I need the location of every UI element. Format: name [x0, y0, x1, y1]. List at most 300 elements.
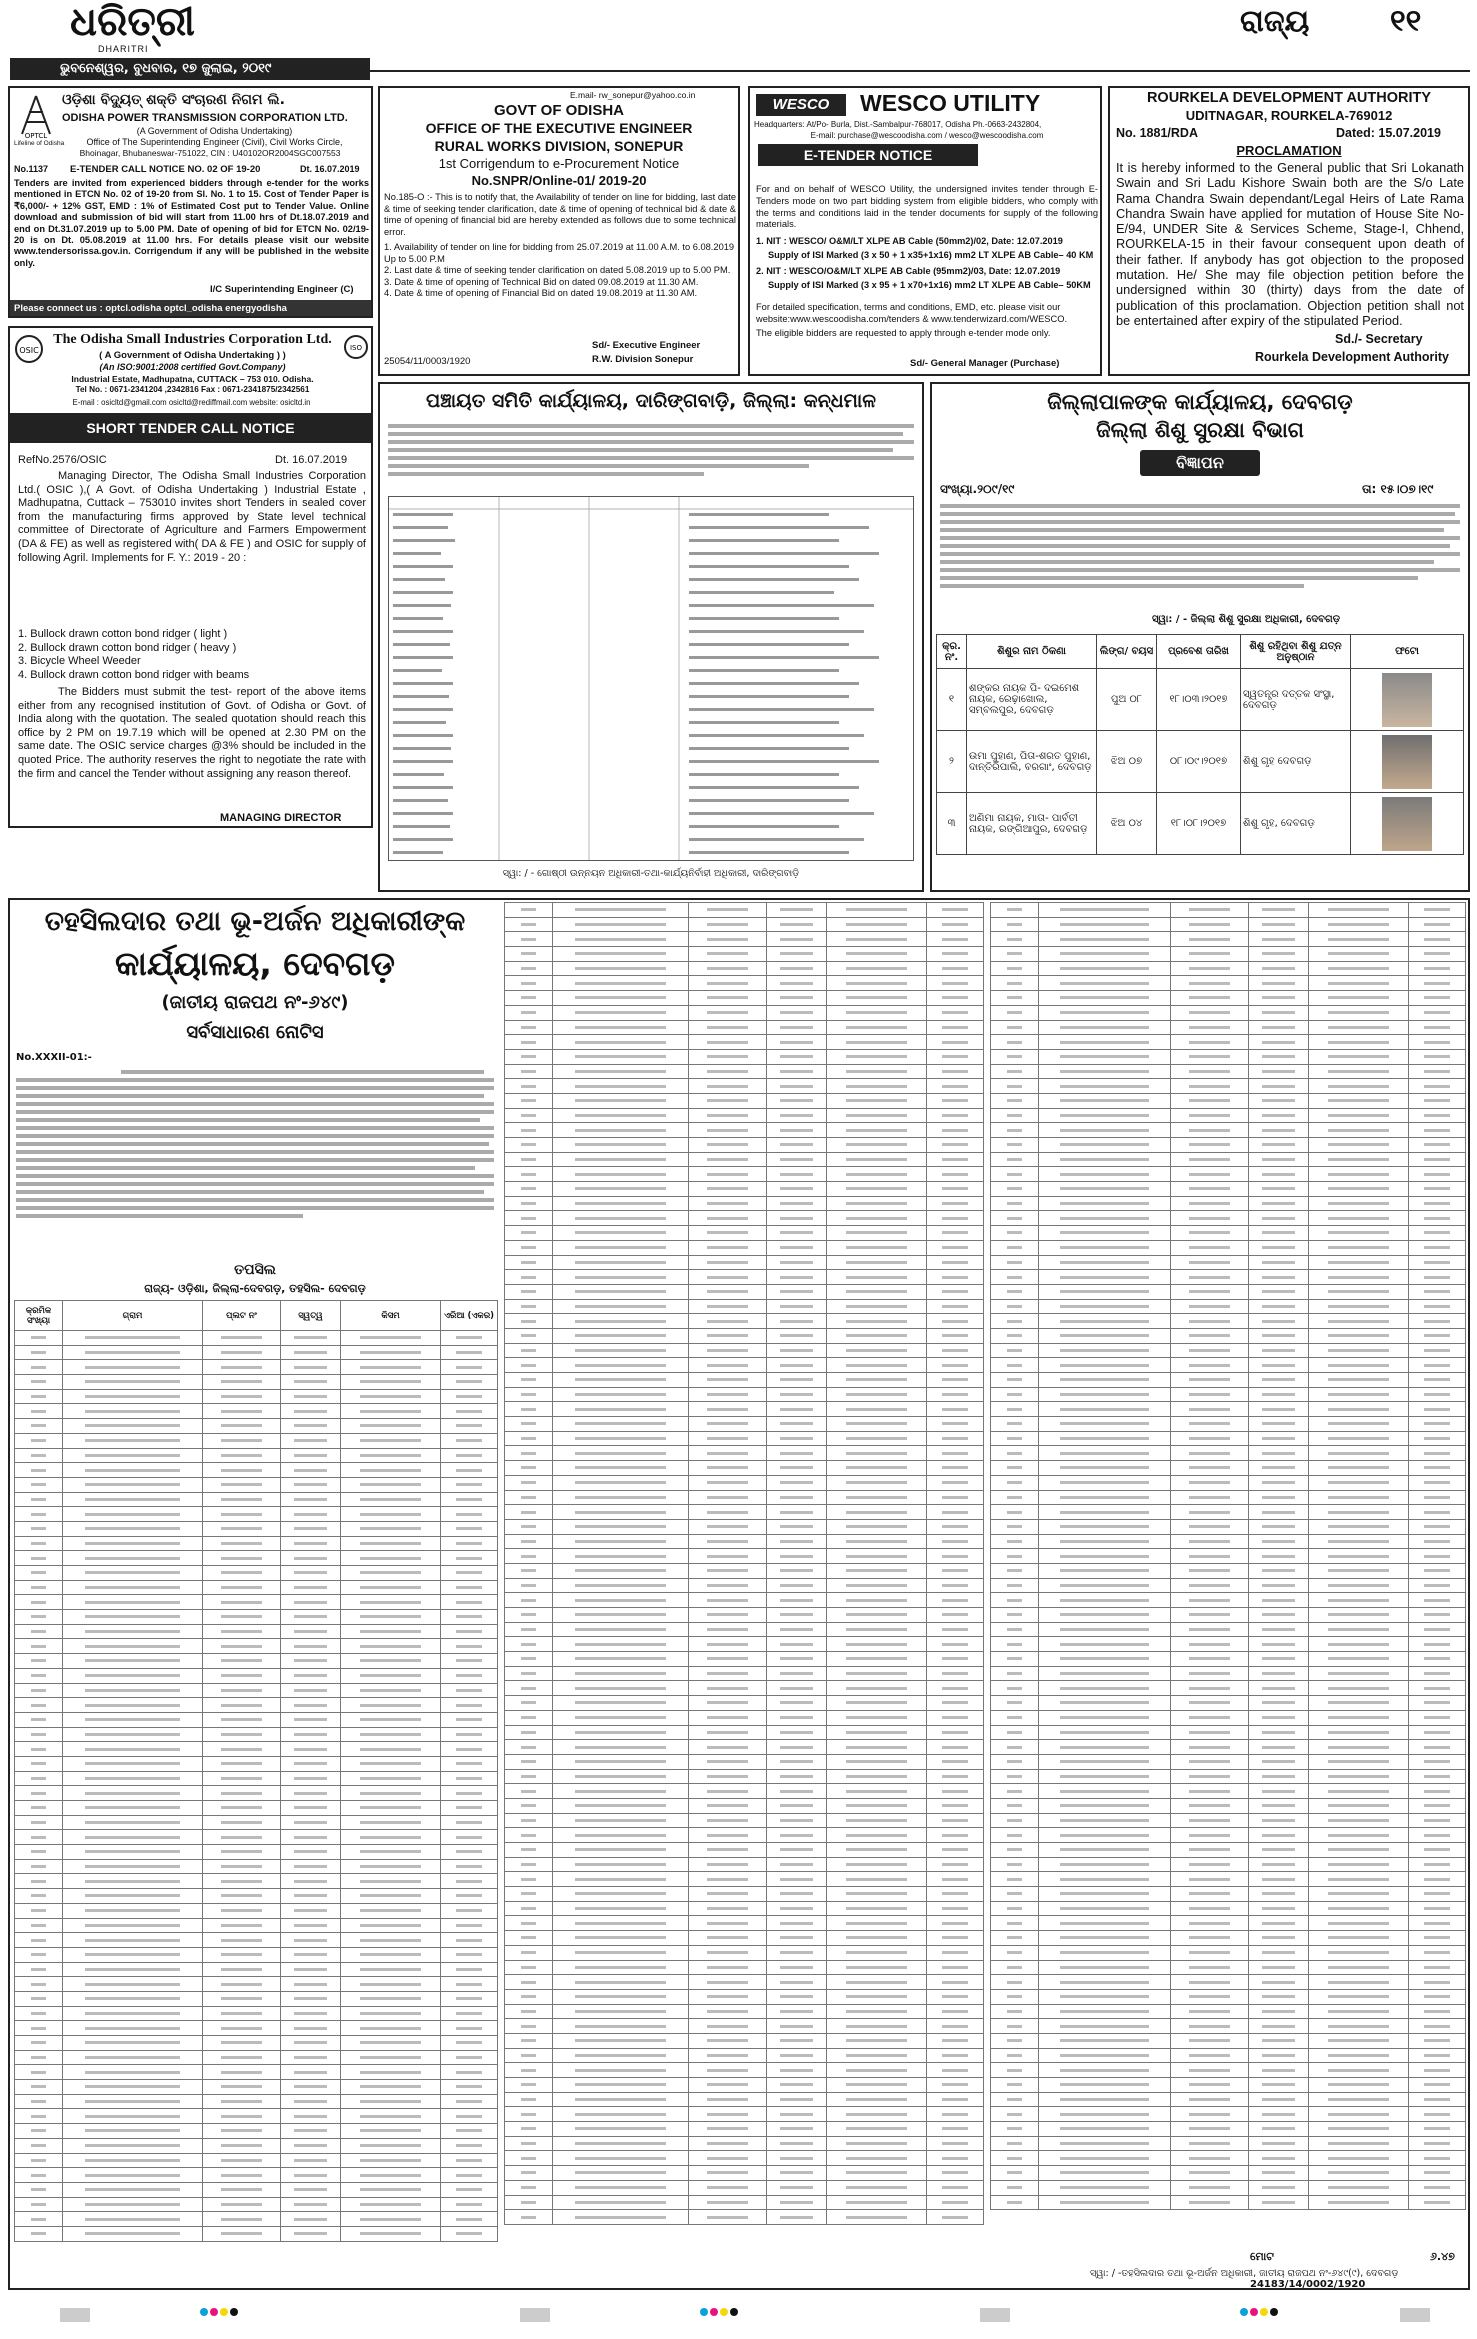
land-table-cell [1171, 947, 1249, 962]
land-table-cell [767, 2136, 827, 2151]
land-table-cell [1409, 2019, 1466, 2034]
land-table-cell [1249, 2048, 1309, 2063]
land-table-cell [767, 1284, 827, 1299]
land-table-cell [991, 2033, 1039, 2048]
land-table-cell [15, 1345, 63, 1360]
land-table-cell [1309, 1681, 1409, 1696]
land-table-cell [1039, 1093, 1171, 1108]
land-table-cell [1039, 1975, 1171, 1990]
land-table-cell [991, 2048, 1039, 2063]
land-table-cell [1039, 2092, 1171, 2107]
land-table-cell [505, 1211, 553, 1226]
land-table-cell [63, 1683, 203, 1698]
land-table-row [991, 1373, 1466, 1388]
land-table-cell [1249, 1446, 1309, 1461]
land-table-cell [827, 1152, 927, 1167]
land-table-cell [1309, 1475, 1409, 1490]
land-table-cell [203, 1610, 281, 1625]
collector-th: ଶିଶୁ ରହିଥିବା ଶିଶୁ ଯତ୍ନ ଅନୁଷ୍ଠାନ [1241, 635, 1351, 669]
land-table-row [991, 1754, 1466, 1769]
land-table-cell [1039, 2180, 1171, 2195]
land-table-row [505, 1049, 984, 1064]
land-table-cell [441, 1331, 498, 1346]
land-table-cell [991, 1769, 1039, 1784]
land-table-row [15, 1448, 498, 1463]
land-table-cell [827, 1226, 927, 1241]
land-table-cell [505, 1373, 553, 1388]
land-table-row [991, 1549, 1466, 1564]
land-table-cell [281, 2212, 341, 2227]
land-table-cell [689, 1446, 767, 1461]
land-table-cell [1171, 1167, 1249, 1182]
land-table-cell [63, 2050, 203, 2065]
land-table-cell [1039, 1519, 1171, 1534]
land-table-row [15, 1933, 498, 1948]
land-table-cell [15, 1801, 63, 1816]
land-table-row [15, 1668, 498, 1683]
land-table-cell [1309, 1079, 1409, 1094]
land-table-cell [1249, 1901, 1309, 1916]
land-table-cell [767, 1373, 827, 1388]
wesco-banner: E-TENDER NOTICE [758, 144, 978, 166]
land-table-row [15, 1331, 498, 1346]
land-table-cell [827, 2136, 927, 2151]
land-table-cell [553, 1578, 689, 1593]
land-table-cell [203, 1624, 281, 1639]
land-table-cell [991, 1813, 1039, 1828]
land-table-cell [203, 1947, 281, 1962]
land-table-cell [63, 1360, 203, 1375]
osic-sub2: (An ISO:9001:2008 certified Govt.Company) [99, 362, 286, 372]
land-table-cell [505, 1299, 553, 1314]
land-table-cell [15, 1771, 63, 1786]
land-table-cell [1039, 1270, 1171, 1285]
land-table-cell [1249, 1681, 1309, 1696]
land-table-row [15, 1345, 498, 1360]
land-table-cell [1171, 932, 1249, 947]
land-table-cell [15, 1918, 63, 1933]
land-table-cell [689, 1813, 767, 1828]
land-table-cell [1249, 1945, 1309, 1960]
land-table-row [15, 1815, 498, 1830]
land-table-cell [553, 2195, 689, 2210]
land-table-cell [1409, 1240, 1466, 1255]
land-table-cell [15, 1521, 63, 1536]
land-table-row [505, 961, 984, 976]
land-table-cell [63, 1521, 203, 1536]
land-table-cell [1249, 1020, 1309, 1035]
land-table-cell [1409, 1284, 1466, 1299]
land-table-cell [63, 1580, 203, 1595]
land-table-cell [15, 1448, 63, 1463]
tahasil-t2: କାର୍ଯ୍ୟାଳୟ, ଦେବଗଡ଼ [115, 944, 395, 983]
land-table-cell [689, 1843, 767, 1858]
osic-sub4: Tel No. : 0671-2341204 ,2342816 Fax : 0671-2341875/2342561 [75, 385, 310, 394]
land-table-cell [15, 1477, 63, 1492]
land-table-row [505, 1725, 984, 1740]
land-table-cell [203, 1977, 281, 1992]
land-table-row [991, 1887, 1466, 1902]
land-table-cell [441, 1712, 498, 1727]
land-table-cell [15, 1962, 63, 1977]
land-table-cell [203, 2182, 281, 2197]
land-table-cell [827, 1534, 927, 1549]
land-table-cell [15, 2021, 63, 2036]
land-table-cell [1409, 2151, 1466, 2166]
rwd-point: 3. Date & time of opening of Technical Bid on dated 09.08.2019 at 11.30 AM. [384, 276, 699, 287]
rwd-t4: 1st Corrigendum to e-Procurement Notice [438, 156, 680, 171]
land-table-cell [203, 2153, 281, 2168]
wesco-email: E-mail: purchase@wescoodisha.com / wesco@wescoodisha.com [810, 131, 1044, 140]
land-table-cell [767, 1872, 827, 1887]
land-table-row [505, 1931, 984, 1946]
land-table-cell [505, 1784, 553, 1799]
land-table-cell [505, 2048, 553, 2063]
land-table-cell [1249, 1652, 1309, 1667]
land-table-cell [689, 1740, 767, 1755]
land-table-cell [505, 1519, 553, 1534]
land-table-cell [927, 2004, 984, 2019]
land-table-cell [63, 1742, 203, 1757]
land-table-row [991, 976, 1466, 991]
land-table-cell [1039, 1798, 1171, 1813]
land-table-cell [1309, 2107, 1409, 2122]
land-table-cell [15, 2094, 63, 2109]
land-table-row [15, 1918, 498, 1933]
land-table-cell [827, 1123, 927, 1138]
land-table-cell [1171, 903, 1249, 918]
land-table-cell [341, 1698, 441, 1713]
land-table-cell [1039, 1343, 1171, 1358]
land-table-cell [1309, 1872, 1409, 1887]
land-table-cell [15, 2109, 63, 2124]
land-table-cell [1309, 1314, 1409, 1329]
land-table-cell [927, 2122, 984, 2137]
land-table-row [15, 1389, 498, 1404]
land-table-cell [689, 1798, 767, 1813]
land-table-cell [767, 2166, 827, 2181]
land-table-cell [1039, 1049, 1171, 1064]
land-table-cell [1249, 1152, 1309, 1167]
land-table-cell [827, 1211, 927, 1226]
rwd-point: 4. Date & time of opening of Financial Bid on dated 19.08.2019 at 11.30 AM. [384, 288, 698, 299]
land-table-row [15, 1786, 498, 1801]
land-table-cell [1309, 1284, 1409, 1299]
land-table-cell [203, 1712, 281, 1727]
land-table-cell [689, 2195, 767, 2210]
land-table-cell [1409, 1563, 1466, 1578]
land-table-cell [689, 976, 767, 991]
land-table-cell [767, 1549, 827, 1564]
land-table-row [991, 1328, 1466, 1343]
land-table-row [505, 1710, 984, 1725]
land-table-cell [1039, 1328, 1171, 1343]
land-table-cell [1309, 1563, 1409, 1578]
land-table-cell [553, 1843, 689, 1858]
land-table-cell [827, 1681, 927, 1696]
land-table-cell [689, 1901, 767, 1916]
land-table-row [15, 1536, 498, 1551]
land-table-cell [1039, 1226, 1171, 1241]
land-table-cell [1249, 903, 1309, 918]
collector-cell: ୦୮।୦୯।୨୦୧୭ [1157, 731, 1241, 793]
land-table-cell [341, 1375, 441, 1390]
land-table-cell [767, 976, 827, 991]
land-table-cell [767, 2107, 827, 2122]
land-table-cell [689, 2048, 767, 2063]
land-table-cell [553, 2063, 689, 2078]
land-table-cell [1409, 1901, 1466, 1916]
land-table-cell [767, 1079, 827, 1094]
land-table-cell [1249, 2033, 1309, 2048]
land-table-row [505, 1255, 984, 1270]
land-table-cell [1249, 1314, 1309, 1329]
land-table-cell [15, 1595, 63, 1610]
land-table-cell [505, 1240, 553, 1255]
land-table-row [505, 1916, 984, 1931]
land-table-cell [827, 1608, 927, 1623]
land-table-cell [1309, 2019, 1409, 2034]
land-table-cell [553, 1696, 689, 1711]
land-table-cell [63, 1668, 203, 1683]
land-table-row [505, 1343, 984, 1358]
land-table-cell [1039, 1005, 1171, 1020]
land-table-cell [1171, 1828, 1249, 1843]
tahasil-ref: 24183/14/0002/1920 [1250, 2279, 1366, 2290]
land-table-row [15, 1977, 498, 1992]
land-table-cell [1039, 1872, 1171, 1887]
land-table-cell [1309, 1064, 1409, 1079]
land-table-cell [505, 1079, 553, 1094]
wesco-nit1: 1. NIT : WESCO/ O&M/LT XLPE AB Cable (50mm2)/02, Date: 12.07.2019 [756, 236, 1063, 246]
svg-text:ISO: ISO [349, 344, 363, 352]
land-table-cell [827, 991, 927, 1006]
land-table-cell [341, 1712, 441, 1727]
land-table-cell [1171, 917, 1249, 932]
land-table-cell [1039, 2033, 1171, 2048]
land-table-cell [341, 1727, 441, 1742]
land-table-cell [991, 1108, 1039, 1123]
tahasil-sched-sub: ରାଜ୍ୟ- ଓଡ଼ିଶା, ଜିଲ୍ଲା-ଦେବଗଡ଼, ତହସିଲ- ଦେବଗଡ଼ [144, 1282, 366, 1295]
land-table-cell [281, 1874, 341, 1889]
land-table-cell [1171, 1255, 1249, 1270]
land-table-cell [1171, 1211, 1249, 1226]
land-table-cell [341, 2065, 441, 2080]
land-table-cell [767, 1387, 827, 1402]
land-table-cell [203, 1419, 281, 1434]
land-table-cell [441, 1933, 498, 1948]
land-table-cell [1171, 1328, 1249, 1343]
land-table-cell [505, 1989, 553, 2004]
land-table-cell [991, 1681, 1039, 1696]
land-table-cell [689, 1079, 767, 1094]
land-table-cell [767, 1710, 827, 1725]
land-table-row [991, 1681, 1466, 1696]
land-table-cell [1039, 1901, 1171, 1916]
land-table-cell [1409, 1255, 1466, 1270]
osic-date: Dt. 16.07.2019 [275, 454, 348, 466]
land-table-cell [991, 1798, 1039, 1813]
land-table-cell [1249, 1725, 1309, 1740]
land-table-cell [1409, 1328, 1466, 1343]
land-table-row [991, 1901, 1466, 1916]
land-table-cell [1171, 1270, 1249, 1285]
land-table-cell [441, 1521, 498, 1536]
land-table-cell [991, 2004, 1039, 2019]
land-table-cell [341, 1845, 441, 1860]
land-table-cell [1039, 1446, 1171, 1461]
land-table-cell [553, 1182, 689, 1197]
land-table-cell [1039, 1461, 1171, 1476]
land-table-cell [927, 1696, 984, 1711]
land-table-cell [927, 1578, 984, 1593]
land-table-row [15, 1771, 498, 1786]
land-table-cell [553, 1857, 689, 1872]
land-table-cell [827, 2122, 927, 2137]
land-table-cell [767, 1740, 827, 1755]
land-table-cell [927, 1652, 984, 1667]
wesco-details: For detailed specification, terms and conditions, EMD, etc. please visit our website:www.wescoodisha.com/tenders & www.tenderwizard.com/WESCO. [756, 302, 1068, 324]
land-table-cell [1039, 1608, 1171, 1623]
land-table-cell [281, 1521, 341, 1536]
land-table-cell [1309, 1960, 1409, 1975]
land-table-cell [203, 2006, 281, 2021]
land-table-cell [341, 1433, 441, 1448]
land-table-cell [1309, 1299, 1409, 1314]
land-table-cell [689, 961, 767, 976]
land-table-cell [441, 1492, 498, 1507]
wesco-body: For and on behalf of WESCO Utility, the undersigned invites tender through E-Tenders mode on two part bidding system from eligible bidders, who comply with the terms and conditions laid in the tender documents for supply of the following materials. [756, 184, 1098, 230]
land-table-cell [991, 1299, 1039, 1314]
land-table-cell [927, 1417, 984, 1432]
land-table-row [991, 1035, 1466, 1050]
land-table-cell [1039, 1784, 1171, 1799]
land-table-cell [1171, 1005, 1249, 1020]
land-table-cell [441, 2153, 498, 2168]
land-table-cell [441, 1610, 498, 1625]
land-table-cell [281, 1859, 341, 1874]
land-table-cell [505, 1387, 553, 1402]
land-table-cell [1039, 1593, 1171, 1608]
land-table-cell [827, 1049, 927, 1064]
land-table-row [991, 1182, 1466, 1197]
land-table-cell [1309, 1989, 1409, 2004]
land-table-cell [1039, 2004, 1171, 2019]
land-table-cell [927, 1049, 984, 1064]
land-table-cell [505, 1167, 553, 1182]
svg-text:OSIC: OSIC [19, 346, 39, 355]
land-table-cell [991, 2195, 1039, 2210]
land-table-cell [1039, 1196, 1171, 1211]
land-table-row [505, 1740, 984, 1755]
rda-t1: ROURKELA DEVELOPMENT AUTHORITY [1146, 90, 1432, 106]
land-table-cell [505, 1857, 553, 1872]
land-table-cell [505, 2180, 553, 2195]
land-table-cell [1039, 1857, 1171, 1872]
land-table-cell [1409, 2136, 1466, 2151]
land-table-cell [927, 1226, 984, 1241]
wesco-hq: Headquarters: At/Po- Burla, Dist.-Sambalpur-768017, Odisha Ph.-0663-2432804, [754, 120, 1042, 129]
land-table-row [991, 932, 1466, 947]
land-table-row [15, 2182, 498, 2197]
optcl-logo [16, 94, 56, 138]
land-table-cell [553, 1417, 689, 1432]
land-table-cell [927, 1490, 984, 1505]
land-table-cell [827, 1079, 927, 1094]
land-table-cell [1171, 1593, 1249, 1608]
land-table-cell [1409, 1652, 1466, 1667]
land-table-cell [281, 2182, 341, 2197]
land-table-cell [991, 1608, 1039, 1623]
land-table-cell [505, 1431, 553, 1446]
land-table-cell [203, 2109, 281, 2124]
land-table-cell [767, 1402, 827, 1417]
tahasil-t3: (ଜାତୀୟ ରାଜପଥ ନଂ-୬୪୯) [161, 992, 349, 1013]
land-table-cell [1039, 1402, 1171, 1417]
land-table-cell [1171, 1226, 1249, 1241]
land-table-cell [927, 1343, 984, 1358]
land-table-cell [689, 1549, 767, 1564]
land-table-cell [689, 1784, 767, 1799]
land-table-row [15, 2153, 498, 2168]
land-table-row [15, 1360, 498, 1375]
land-table-cell [1249, 1358, 1309, 1373]
land-table-cell [689, 1020, 767, 1035]
land-table-cell [927, 991, 984, 1006]
land-table-row [991, 1637, 1466, 1652]
land-table-cell [927, 1519, 984, 1534]
land-table-cell [505, 2092, 553, 2107]
land-table-cell [1039, 1167, 1171, 1182]
land-table-cell [1249, 1402, 1309, 1417]
land-table-cell [991, 1549, 1039, 1564]
land-total-value: ୬.୪୭ [1430, 2250, 1455, 2263]
land-table-cell [505, 1608, 553, 1623]
land-table-cell [203, 1903, 281, 1918]
land-table-cell [927, 2166, 984, 2181]
land-table-row [991, 1167, 1466, 1182]
land-table-cell [927, 1901, 984, 1916]
land-table-row [991, 1446, 1466, 1461]
land-table-cell [203, 2021, 281, 2036]
land-table-cell [281, 1419, 341, 1434]
land-table-cell [1249, 1740, 1309, 1755]
svg-text:OPTCL: OPTCL [24, 132, 48, 138]
land-table-row [505, 2033, 984, 2048]
land-table-cell [767, 1608, 827, 1623]
land-table-cell [827, 1725, 927, 1740]
land-table-cell [553, 1931, 689, 1946]
osic-item: 4. Bullock drawn cotton bond ridger with beams [18, 668, 250, 681]
land-table-cell [689, 1681, 767, 1696]
osic-ad [8, 326, 373, 828]
land-table-row [991, 1828, 1466, 1843]
land-table-cell [991, 1901, 1039, 1916]
land-table-cell [505, 1769, 553, 1784]
land-table-cell [505, 1637, 553, 1652]
rwd-email: E.mail- rw_sonepur@yahoo.co.in [570, 90, 696, 100]
land-table-cell [63, 1654, 203, 1669]
rwd-point: 1. Availability of tender on line for bidding from 25.07.2019 at 11.00 A.M. to 6.08.2019 Up to 5.00 P.M [384, 242, 735, 264]
land-table-cell [827, 1093, 927, 1108]
land-table-cell [991, 1431, 1039, 1446]
land-table-cell [1409, 1064, 1466, 1079]
land-table-cell [1249, 1563, 1309, 1578]
land-table-row [991, 2180, 1466, 2195]
land-table-cell [1309, 1593, 1409, 1608]
land-table-cell [827, 1901, 927, 1916]
land-table-cell [505, 1255, 553, 1270]
